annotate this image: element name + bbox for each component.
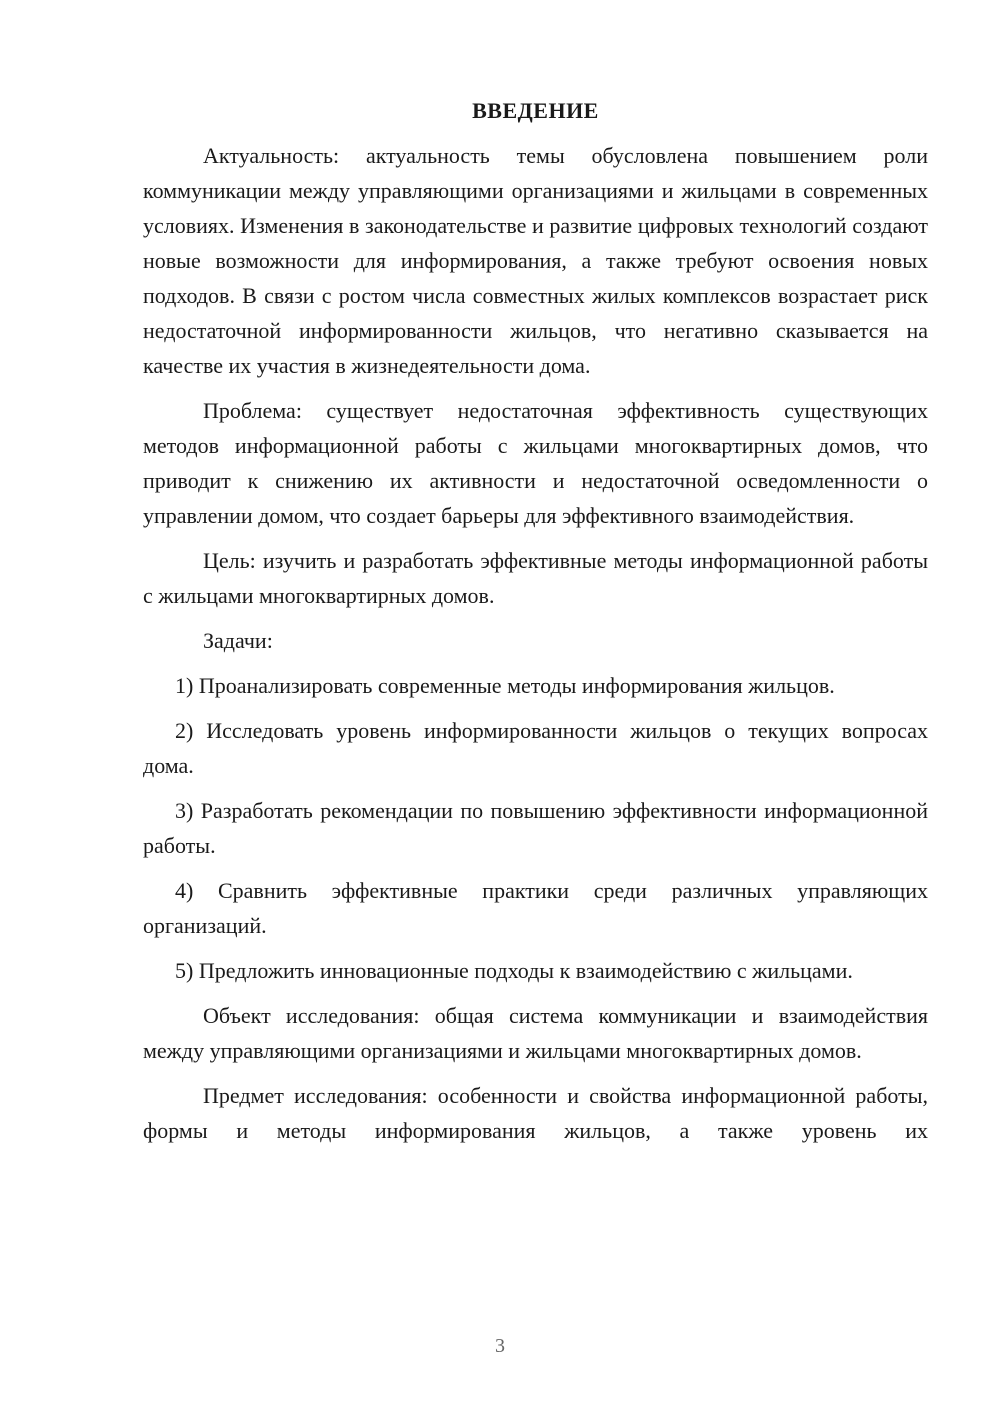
task-item-4: 4) Сравнить эффективные практики среди различных управляющих организаций. bbox=[143, 878, 928, 938]
task-item-1: 1) Проанализировать современные методы информирования жильцов. bbox=[175, 673, 835, 698]
document-page bbox=[143, 96, 928, 1158]
paragraph-goal: Цель: изучить и разработать эффективные методы информационной работы с жильцами многоквартирных домов. bbox=[143, 548, 928, 608]
paragraph-relevance: Актуальность: актуальность темы обусловлена повышением роли коммуникации между управляющими организациями и жильцами в современных условиях. Изменения в законодательстве и развитие цифровых технологий создают новые возможности для информирования, а также требуют освоения новых подходов. В связи с ростом числа совместных жилых комплексов возрастает риск недостаточной информированности жильцов, что негативно сказывается на качестве их участия в жизнедеятельности дома. bbox=[143, 143, 928, 378]
paragraph-object: Объект исследования: общая система коммуникации и взаимодействия между управляющими организациями и жильцами многоквартирных домов. bbox=[143, 1003, 928, 1063]
task-item-2: 2) Исследовать уровень информированности жильцов о текущих вопросах дома. bbox=[143, 718, 928, 778]
task-item-5: 5) Предложить инновационные подходы к взаимодействию с жильцами. bbox=[175, 958, 853, 983]
tasks-heading: Задачи: bbox=[203, 628, 273, 653]
page-number: 3 bbox=[495, 1335, 505, 1357]
task-item-3: 3) Разработать рекомендации по повышению эффективности информационной работы. bbox=[143, 798, 928, 858]
section-title: ВВЕДЕНИЕ bbox=[472, 98, 599, 123]
paragraph-subject: Предмет исследования: особенности и свойства информационной работы, формы и методы информирования жильцов, а также уровень их bbox=[143, 1083, 928, 1143]
paragraph-problem: Проблема: существует недостаточная эффективность существующих методов информационной работы с жильцами многоквартирных домов, что приводит к снижению их активности и недостаточной осведомленности о управлении домом, что создает барьеры для эффективного взаимодействия. bbox=[143, 398, 928, 528]
